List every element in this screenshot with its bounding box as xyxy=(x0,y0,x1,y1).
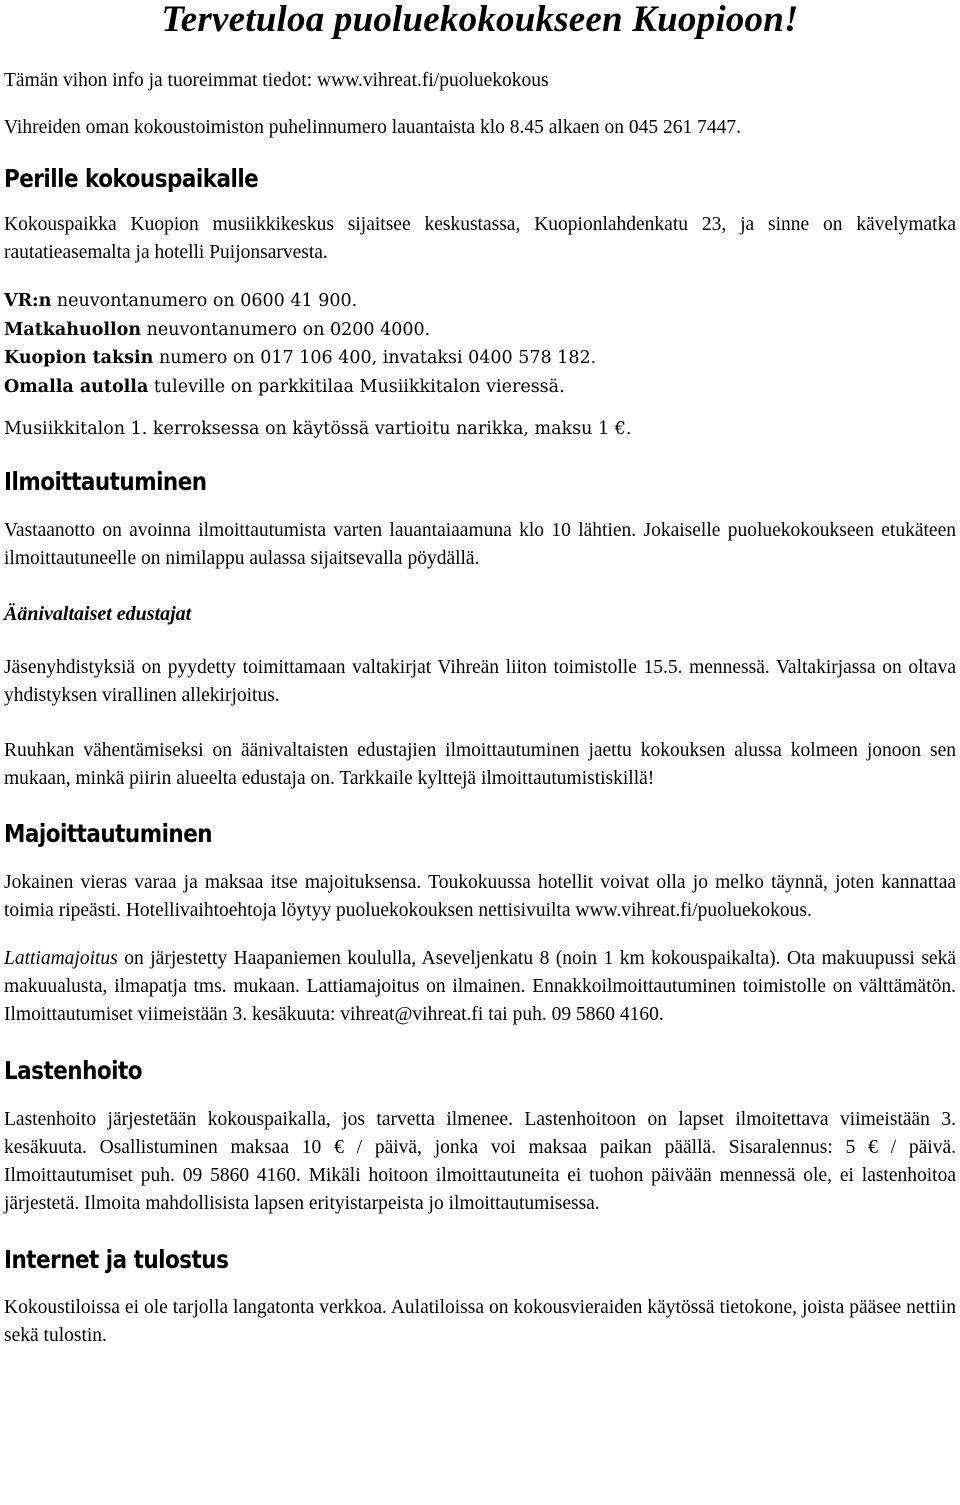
office-phone-line: Vihreiden oman kokoustoimiston puhelinnumero lauantaista klo 8.45 alkaen on 045 261 7447. xyxy=(4,117,742,138)
page-title: Tervetuloa puoluekokoukseen Kuopioon! xyxy=(161,0,799,40)
accommodation-paragraph-2: Lattiamajoitus on järjestetty Haapaniemen koululla, Aseveljenkatu 8 (noin 1 km kokouspaikalta). Ota makuupussi sekä makuualusta, ilmapatja tms. mukaan. Lattiamajoitus on ilmainen. Ennakkoilmoittautuminen toimistolle on välttämätön. Ilmoittautumiset viimeistään 3. kesäkuuta: vihreat@vihreat.fi tai puh. 09 5860 4160. xyxy=(4,947,956,1025)
heading-majoittautuminen: Majoittautuminen xyxy=(4,818,213,848)
childcare-paragraph: Lastenhoito järjestetään kokouspaikalla, jos tarvetta ilmenee. Lastenhoitoon on lapset ilmoitettava viimeistään 3. kesäkuuta. Osallistuminen maksaa 10 € / päivä, jonka voi maksaa paikan päällä. Sisaralennus: 5 € / päivä. Ilmoittautumiset puh. 09 5860 4160. Mikäli hoitoon ilmoittautuneita ei tuohon päivään mennessä ole, ei lastenhoitoa järjestetä. Ilmoita mahdollisista lapsen erityistarpeista jo ilmoittautumisessa. xyxy=(4,1108,956,1214)
cloakroom-line: Musiikkitalon 1. kerroksessa on käytössä vartioitu narikka, maksu 1 €. xyxy=(4,419,632,439)
contact-vr: VR:n neuvontanumero on 0600 41 900. xyxy=(4,291,358,311)
heading-internet: Internet ja tulostus xyxy=(4,1244,229,1274)
contact-matkahuolto: Matkahuollon neuvontanumero on 0200 4000. xyxy=(4,319,431,340)
heading-ilmoittautuminen: Ilmoittautuminen xyxy=(4,466,207,496)
floor-accommodation-term: Lattiamajoitus xyxy=(4,947,118,969)
delegates-paragraph-2: Ruuhkan vähentämiseksi on äänivaltaisten edustajien ilmoittautuminen jaettu kokouksen alussa kolmeen jonoon sen mukaan, minkä piirin alueelta edustaja on. Tarkkaile kylttejä ilmoittautumistiskillä! xyxy=(4,739,956,789)
delegates-paragraph-1: Jäsenyhdistyksiä on pyydetty toimittamaan valtakirjat Vihreän liiton toimistolle 15.5. mennessä. Valtakirjassa on oltava yhdistyksen virallinen allekirjoitus. xyxy=(4,656,956,706)
venue-paragraph: Kokouspaikka Kuopion musiikkikeskus sijaitsee keskustassa, Kuopionlahdenkatu 23, ja sinne on kävelymatka rautatieasemalta ja hotelli Puijonsarvesta. xyxy=(4,214,956,263)
heading-perille: Perille kokouspaikalle xyxy=(4,164,259,193)
heading-aanivaltaiset: Äänivaltaiset edustajat xyxy=(4,602,192,625)
heading-lastenhoito: Lastenhoito xyxy=(4,1055,143,1085)
document-page xyxy=(4,0,956,1350)
internet-paragraph: Kokoustiloissa ei ole tarjolla langatonta verkkoa. Aulatiloissa on kokousvieraiden käytössä tietokone, joista pääsee nettiin sekä tulostin. xyxy=(4,1296,956,1346)
contact-parking: Omalla autolla tuleville on parkkitilaa Musiikkitalon vieressä. xyxy=(4,376,565,397)
contact-list xyxy=(4,287,956,444)
contact-taxi: Kuopion taksin numero on 017 106 400, invataksi 0400 578 182. xyxy=(4,348,597,368)
info-line: Tämän vihon info ja tuoreimmat tiedot: www.vihreat.fi/puoluekokous xyxy=(4,70,549,91)
accommodation-paragraph-1: Jokainen vieras varaa ja maksaa itse majoituksensa. Toukokuussa hotellit voivat olla jo melko täynnä, joten kannattaa toimia ripeästi. Hotellivaihtoehtoja löytyy puoluekokouksen nettisivuilta www.vihreat.fi/puoluekokous. xyxy=(4,871,956,921)
registration-paragraph: Vastaanotto on avoinna ilmoittautumista varten lauantaiaamuna klo 10 lähtien. Jokaiselle puoluekokoukseen etukäteen ilmoittautuneelle on nimilappu aulassa sijaitsevalla pöydällä. xyxy=(4,519,956,569)
